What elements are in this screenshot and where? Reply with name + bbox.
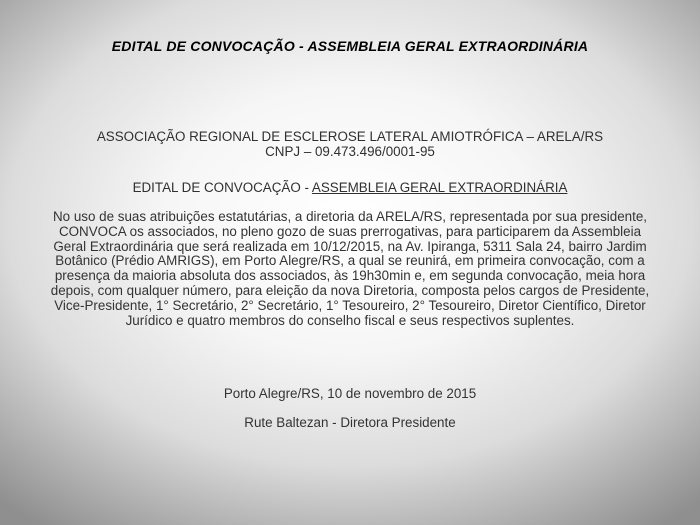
notice-body-text: No uso de suas atribuições estatutárias, a diretoria da ARELA/RS, representada por sua presidente, CONVOCA os associados, no pleno gozo de suas prerrogativas, para participarem da Assembleia Geral Extraordinária que será realizada em 10/12/2015, na Av. Ipiranga, 5311 Sala 24, bairro Jardim Botânico (Prédio AMRIGS), em Porto Alegre/RS, a qual se reunirá, em primeira convocação, com a presença da maioria absoluta dos associados, às 19h30min e, em segunda convocação, meia hora depois, com qualquer número, para eleição da nova Diretoria, composta pelos cargos de Presidente, Vice-Presidente, 1° Secretário, 2° Secretário, 1° Tesoureiro, 2° Tesoureiro, Diretor Científico, Diretor Jurídico e quatro membros do conselho fiscal e seus respectivos suplentes.: [50, 209, 650, 328]
notice-title-prefix: EDITAL DE CONVOCAÇÃO -: [132, 180, 312, 195]
notice-title-emphasis: ASSEMBLEIA GERAL EXTRAORDINÁRIA: [311, 180, 568, 195]
signature-line: Rute Baltezan - Diretora Presidente: [244, 415, 456, 430]
notice-title: [0, 180, 700, 195]
organization-block: [0, 129, 700, 159]
page-title: EDITAL DE CONVOCAÇÃO - ASSEMBLEIA GERAL EXTRAORDINÁRIA: [111, 38, 589, 54]
organization-name: ASSOCIAÇÃO REGIONAL DE ESCLEROSE LATERAL AMIOTRÓFICA – ARELA/RS: [96, 129, 604, 144]
organization-cnpj: CNPJ – 09.473.496/0001-95: [265, 144, 435, 159]
place-and-date: Porto Alegre/RS, 10 de novembro de 2015: [223, 386, 477, 401]
